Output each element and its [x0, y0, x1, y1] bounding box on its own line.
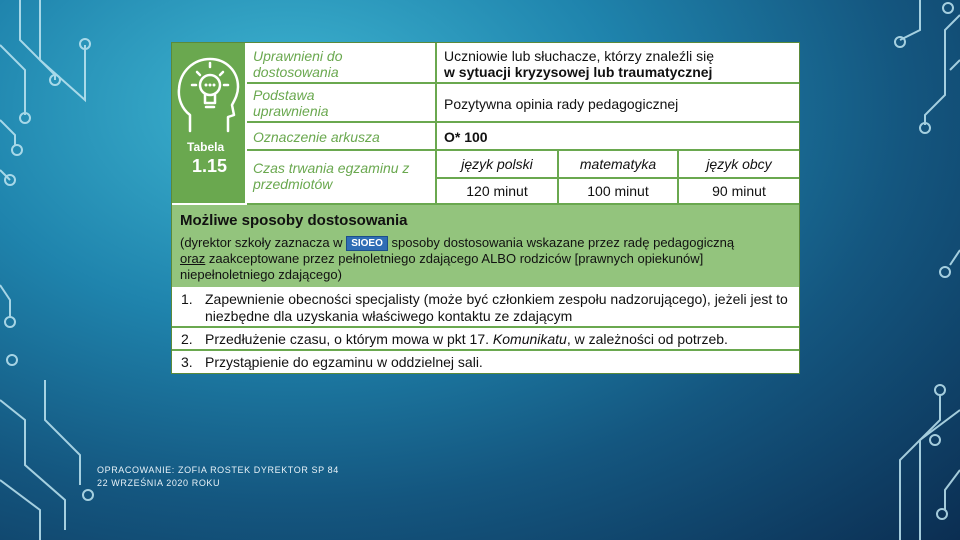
adjustments-title: Możliwe sposoby dostosowania: [180, 212, 408, 229]
list-item: [172, 287, 799, 328]
slide-footer: [97, 464, 339, 490]
value-uprawnieni-line2: w sytuacji kryzysowej lub traumatycznej: [444, 64, 713, 80]
adjustments-text-b: sposoby dostosowania wskazane przez radę pedagogiczną: [391, 235, 735, 250]
row-oznaczenie: [247, 123, 799, 151]
row-czas: [247, 151, 799, 205]
adjustments-description: [180, 235, 792, 283]
time-foreign-language: 90 minut: [712, 183, 766, 199]
row-uprawnieni: [247, 43, 799, 84]
value-uprawnieni-line1: Uczniowie lub słuchacze, którzy znaleźli się: [444, 48, 714, 64]
row-divider: [435, 123, 437, 149]
list-item-text: [205, 331, 790, 348]
table-label: Tabela: [187, 140, 225, 154]
list-item-text: Zapewnienie obecności specjalisty (może być członkiem zespołu nadzorującego), jeżeli jest to niezbędne dla uzyskania właściwego kontaktu ze zdającym: [205, 291, 788, 324]
time-math: 100 minut: [587, 183, 649, 199]
row-divider: [435, 84, 437, 121]
head-lightbulb-icon: [176, 49, 242, 133]
value-podstawa: Pozytywna opinia rady pedagogicznej: [444, 96, 679, 112]
label-uprawnieni: Uprawnieni do dostosowania: [253, 48, 343, 80]
adjustments-header-block: [172, 205, 799, 287]
list-item-text-a: Przedłużenie czasu, o którym mowa w pkt 17.: [205, 331, 493, 347]
list-item-number: 3.: [181, 354, 193, 370]
exam-time-subtable: [437, 151, 799, 203]
list-item-text-italic: Komunikatu: [492, 331, 567, 347]
table-number: 1.15: [192, 156, 228, 176]
footer-date: 22 WRZEŚNIA 2020 ROKU: [97, 478, 221, 488]
time-polish: 120 minut: [466, 183, 528, 199]
sioeo-logo: SIOEO: [346, 236, 388, 251]
adjustment-table-card: [171, 42, 800, 374]
list-item-text-b: , w zależności od potrzeb.: [566, 331, 728, 347]
label-czas: Czas trwania egzaminu z przedmiotów: [253, 160, 410, 192]
list-item-text: Przystąpienie do egzaminu w oddzielnej sali.: [205, 354, 483, 370]
subject-math: matematyka: [579, 156, 657, 172]
adjustments-text-d: niepełnoletniego zdającego): [180, 267, 342, 282]
label-oznaczenie: Oznaczenie arkusza: [253, 129, 380, 145]
subject-foreign-language: język obcy: [706, 156, 772, 172]
adjustments-oraz: oraz: [180, 251, 206, 266]
row-divider: [435, 43, 437, 82]
row-podstawa: [247, 84, 799, 123]
list-item-number: 1.: [181, 291, 193, 307]
list-item-number: 2.: [181, 331, 193, 347]
list-item: [172, 351, 799, 373]
adjustments-text-a: (dyrektor szkoły zaznacza w: [180, 235, 343, 250]
value-oznaczenie: O* 100: [444, 129, 488, 145]
label-podstawa: Podstawa uprawnienia: [253, 87, 329, 119]
subject-polish: język polski: [461, 156, 533, 172]
adjustments-text-c: zaakceptowane przez pełnoletniego zdającego ALBO rodziców [prawnych opiekunów]: [208, 251, 704, 266]
footer-author: OPRACOWANIE: ZOFIA ROSTEK DYREKTOR SP 84: [97, 465, 339, 475]
table-sidebar: [172, 43, 245, 203]
list-item: [172, 328, 799, 351]
subtable-divider: [437, 177, 799, 179]
